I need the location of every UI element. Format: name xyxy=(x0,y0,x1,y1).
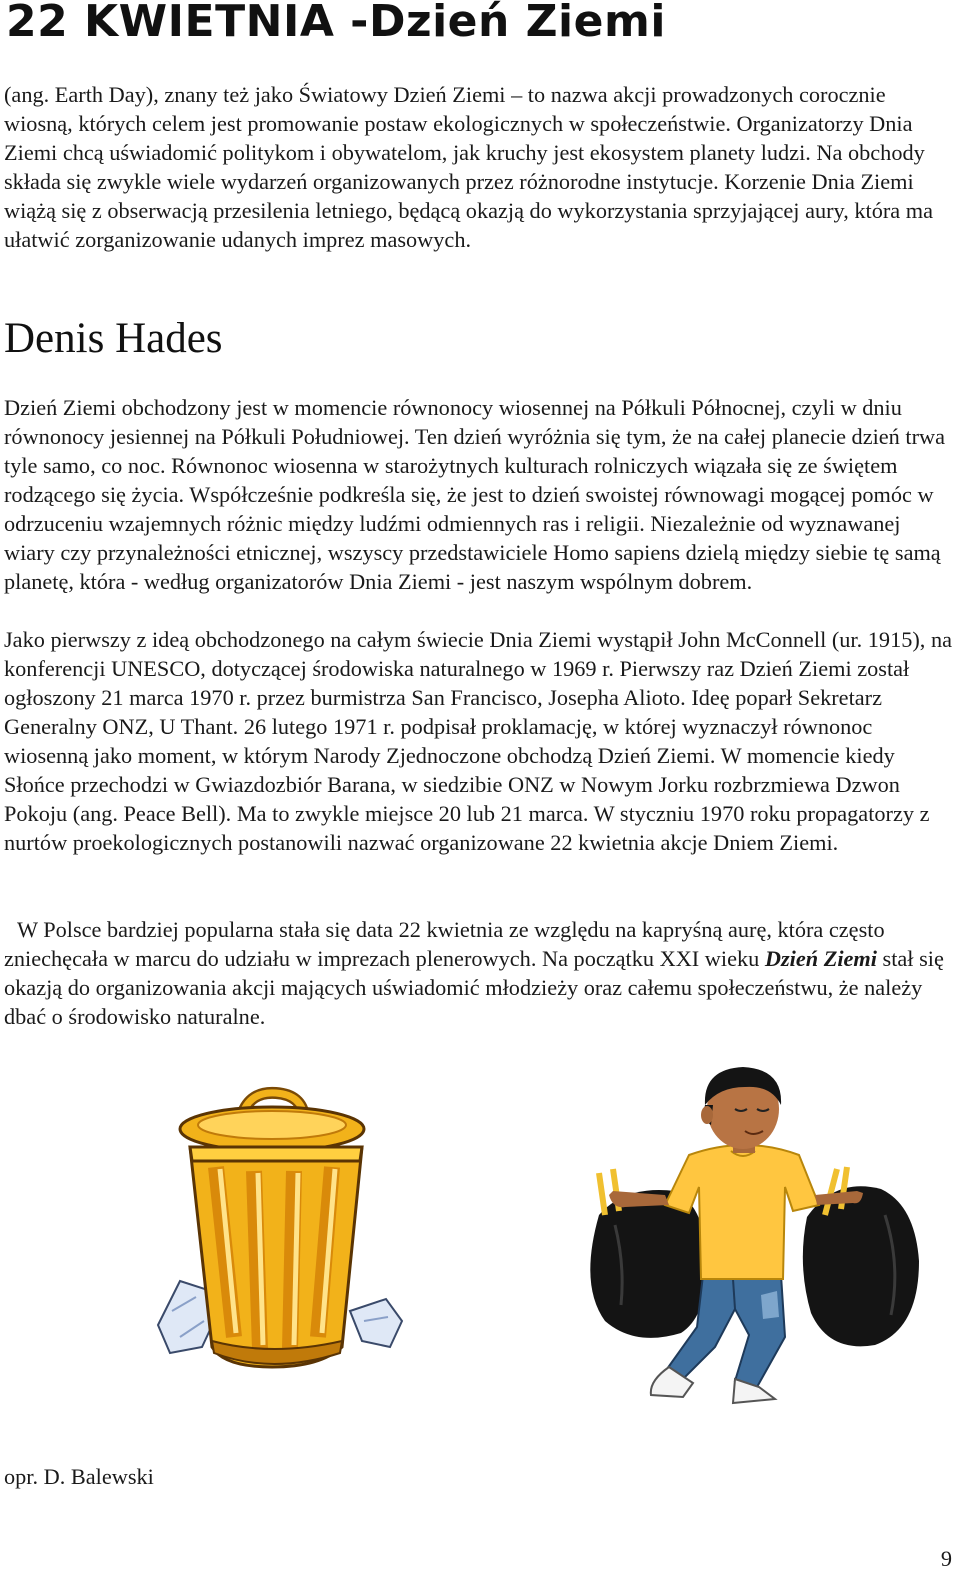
intro-paragraph: (ang. Earth Day), znany też jako Światowy Dzień Ziemi – to nazwa akcji prowadzonych corocznie wiosną, których celem jest promowanie postaw ekologicznych w społeczeństwie. Organizatorzy Dnia Ziemi chcą uświadomić politykom i obywatelom, jak kruchy jest ekosystem planety ludzi. Na obchody składa się zwykle wiele wydarzeń organizowanych przez różnorodne instytucje. Korzenie Dnia Ziemi wiążą się z obserwacją przesilenia letniego, będącą okazją do wykorzystania sprzyjającej aury, która ma ułatwić zorganizowanie udanych imprez masowych. xyxy=(4,82,934,252)
page-number: 9 xyxy=(940,1546,952,1571)
body-paragraph-equinox: Dzień Ziemi obchodzony jest w momencie równonocy wiosennej na Półkuli Północnej, czyli w dniu równonocy jesiennej na Półkuli Południowej. Ten dzień wyróżnia się tym, że na całej planecie dzień trwa tyle samo, co noc. Równonoc wiosenna w starożytnych kulturach rolniczych wiązała się ze świętem rodzącego się życia. Współcześnie podkreśla się, że jest to dzień swoistej równowagi mogącej pomóc w odrzuceniu wzajemnych różnic między ludźmi odmiennych ras i religii. Niezależnie od wyznawanej wiary czy przynależności etnicznej, wszyscy przedstawiciele Homo sapiens dzielą między siebie tę samą planetę, która - według organizatorów Dnia Ziemi - jest naszym wspólnym dobrem. xyxy=(4,395,946,594)
para4-lead-text: W Polsce bardziej popularna stała się data 22 kwietnia ze względu na kapryśną aurę, która często zniechęcała w marcu do udziału w imprezach plenerowych. Na początku XXI wieku xyxy=(4,917,885,971)
page-title: 22 KWIETNIA -Dzień Ziemi xyxy=(6,0,666,47)
author-heading: Denis Hades xyxy=(4,315,223,362)
author-signature: opr. D. Balewski xyxy=(4,1464,154,1489)
body-paragraph-poland xyxy=(4,915,956,1031)
body-paragraph-history: Jako pierwszy z ideą obchodzonego na całym świecie Dnia Ziemi wystąpił John McConnell (ur. 1915), na konferencji UNESCO, dotyczącej środowiska naturalnego w 1969 r. Pierwszy raz Dzień Ziemi został ogłoszony 21 marca 1970 r. przez burmistrza San Francisco, Josepha Alioto. Ideę poparł Sekretarz Generalny ONZ, U Thant. 26 lutego 1971 r. podpisał proklamację, w której wyznaczył równonoc wiosenną jako moment, w którym Narody Zjednoczone obchodzą Dzień Ziemi. W momencie kiedy Słońce przechodzi w Gwiazdozbiór Barana, w siedzibie ONZ w Nowym Jorku rozbrzmiewa Dzwon Pokoju (ang. Peace Bell). Ma to zwykle miejsce 20 lub 21 marca. W styczniu 1970 roku propagatorzy z nurtów proekologicznych postanowili nazwać organizowane 22 kwietnia akcje Dniem Ziemi. xyxy=(4,627,952,855)
boy-carrying-trash-bags-icon xyxy=(585,1065,930,1405)
para4-tail-text: stał się okazją do organizowania akcji mających uświadomić młodzieży oraz całemu społeczeństwu, że należy dbać o środowisko naturalne. xyxy=(4,946,944,1029)
trash-can-icon xyxy=(150,1085,410,1375)
emphasis-earth-day: Dzień Ziemi xyxy=(764,946,877,971)
